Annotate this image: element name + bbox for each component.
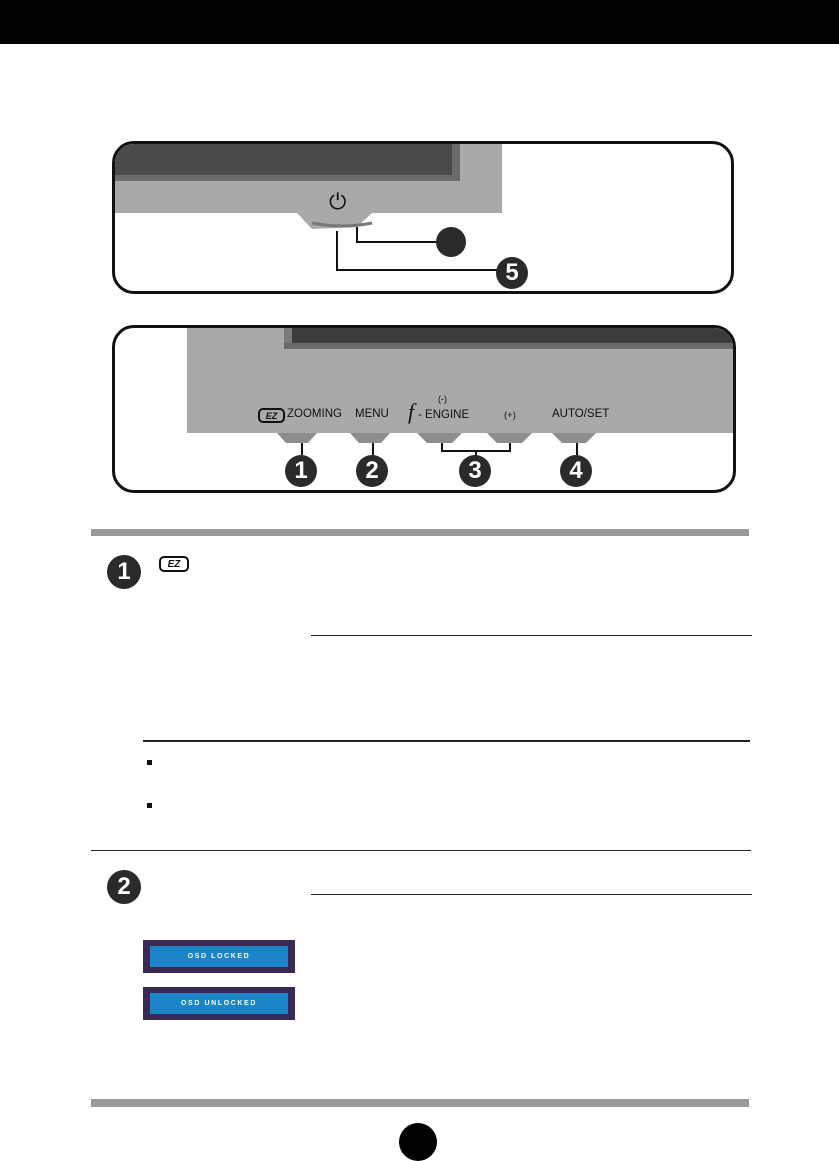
section1-note-rule — [143, 740, 750, 742]
monitor-top-drawing — [112, 141, 734, 294]
page-number-marker — [399, 1123, 437, 1161]
ez-zoom-icon: EZ — [258, 408, 285, 423]
note-bullet-2 — [147, 803, 152, 808]
engine-label: - ENGINE — [418, 409, 470, 421]
section2-sub-rule — [311, 894, 752, 895]
section1-sub-rule — [311, 635, 752, 636]
button-number-1: 1 — [285, 455, 317, 487]
button-number-4: 4 — [560, 455, 592, 487]
button-number-3: 3 — [459, 455, 491, 487]
plus-label: (+) — [504, 410, 516, 421]
f-engine-icon: f — [408, 399, 415, 424]
section1-number: 1 — [107, 555, 141, 589]
osd-locked-display — [143, 940, 295, 973]
footer-rule — [91, 1099, 749, 1107]
autoset-label: AUTO/SET — [552, 408, 610, 420]
section2-number: 2 — [107, 870, 141, 904]
button-number-2: 2 — [356, 455, 388, 487]
header-bar — [0, 0, 839, 44]
section-top-rule — [91, 529, 749, 536]
osd-unlocked-display — [143, 987, 295, 1020]
section1-ez-icon: EZ — [159, 556, 189, 572]
power-button-illustration — [112, 141, 734, 294]
minus-label: (-) — [438, 394, 447, 404]
control-buttons-illustration — [112, 325, 736, 493]
indicator-number-5: 5 — [496, 257, 528, 289]
osd-unlocked-text: OSD UNLOCKED — [150, 993, 288, 1014]
menu-label: MENU — [355, 408, 389, 420]
osd-locked-text: OSD LOCKED — [150, 946, 288, 967]
note-bullet-1 — [147, 760, 152, 765]
zooming-label: ZOOMING — [287, 408, 342, 420]
power-icon: ⏻ — [329, 190, 347, 215]
section-divider — [91, 850, 751, 851]
